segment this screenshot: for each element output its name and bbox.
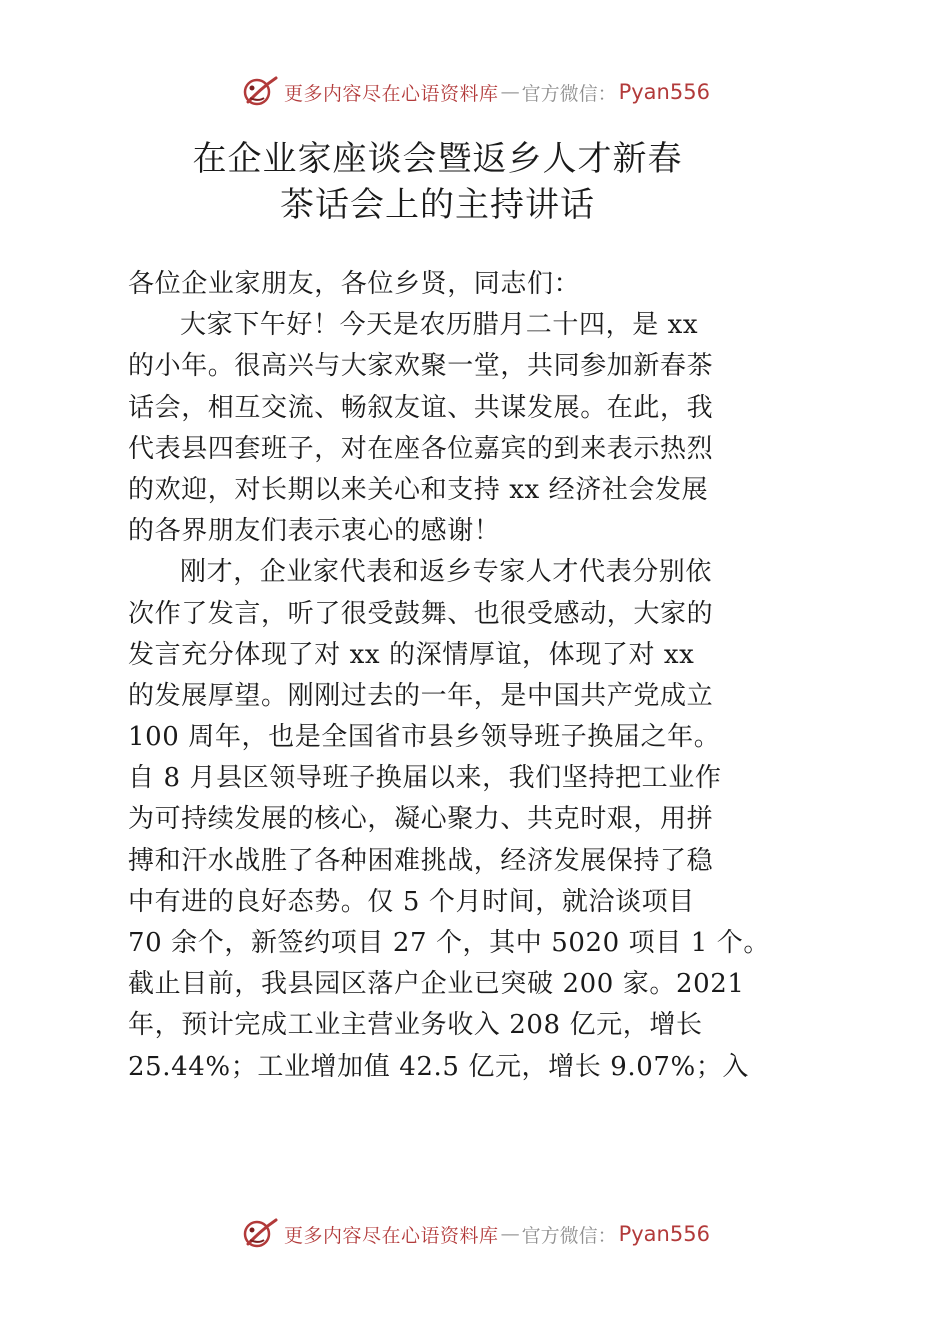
separator-dash: —: [500, 81, 520, 103]
brush-logo-icon: [240, 1214, 280, 1254]
title-line-1: 在企业家座谈会暨返乡人才新春: [192, 139, 683, 179]
body-line: 的欢迎，对长期以来关心和支持 xx 经济社会发展: [128, 474, 709, 505]
site-name-text: 更多内容尽在心语资料库: [284, 82, 499, 105]
wechat-id: Pyan556: [618, 1222, 710, 1246]
body-line: 大家下午好！今天是农历腊月二十四，是 xx: [180, 310, 699, 341]
body-line: 代表县四套班子，对在座各位嘉宾的到来表示热烈: [128, 433, 714, 464]
wechat-label: 官方微信：: [521, 1224, 617, 1247]
brush-logo-icon: [240, 72, 280, 112]
title-line-2: 茶话会上的主持讲话: [280, 185, 595, 225]
body-line: 中有进的良好态势。仅 5 个月时间，就洽谈项目: [128, 886, 695, 917]
body-line: 自 8 月县区领导班子换届以来，我们坚持把工业作: [128, 763, 722, 794]
body-line: 为可持续发展的核心，凝心聚力、共克时艰，用拼: [128, 804, 714, 835]
body-line: 的各界朋友们表示衷心的感谢！: [128, 516, 501, 547]
body-line: 100 周年，也是全国省市县乡领导班子换届之年。: [128, 722, 721, 753]
document-body: [128, 264, 808, 1088]
body-line: 话会，相互交流、畅叙友谊、共谋发展。在此，我: [128, 392, 714, 423]
separator-dash: —: [500, 1223, 520, 1245]
wechat-label: 官方微信：: [521, 82, 617, 105]
document-title: [0, 136, 875, 228]
body-line: 发言充分体现了对 xx 的深情厚谊，体现了对 xx: [128, 639, 695, 670]
body-line: 70 余个，新签约项目 27 个，其中 5020 项目 1 个。: [128, 928, 770, 958]
body-line: 次作了发言，听了很受鼓舞、也很受感动，大家的: [128, 598, 714, 629]
body-line: 截止目前，我县园区落户企业已突破 200 家。2021: [128, 969, 745, 1000]
header-watermark-banner: [0, 72, 950, 112]
body-line: 年，预计完成工业主营业务收入 208 亿元，增长: [128, 1010, 703, 1041]
body-line: 的小年。很高兴与大家欢聚一堂，共同参加新春茶: [128, 351, 714, 382]
body-line: 25.44%；工业增加值 42.5 亿元，增长 9.07%；入: [128, 1051, 750, 1082]
site-name-text: 更多内容尽在心语资料库: [284, 1224, 499, 1247]
wechat-id: Pyan556: [618, 80, 710, 104]
body-line: 的发展厚望。刚刚过去的一年，是中国共产党成立: [128, 680, 714, 711]
body-line: 搏和汗水战胜了各种困难挑战，经济发展保持了稳: [128, 845, 714, 876]
salutation-line: 各位企业家朋友，各位乡贤，同志们：: [128, 269, 581, 299]
footer-watermark-banner: [0, 1214, 950, 1254]
body-line: 刚才，企业家代表和返乡专家人才代表分别依: [180, 557, 713, 588]
